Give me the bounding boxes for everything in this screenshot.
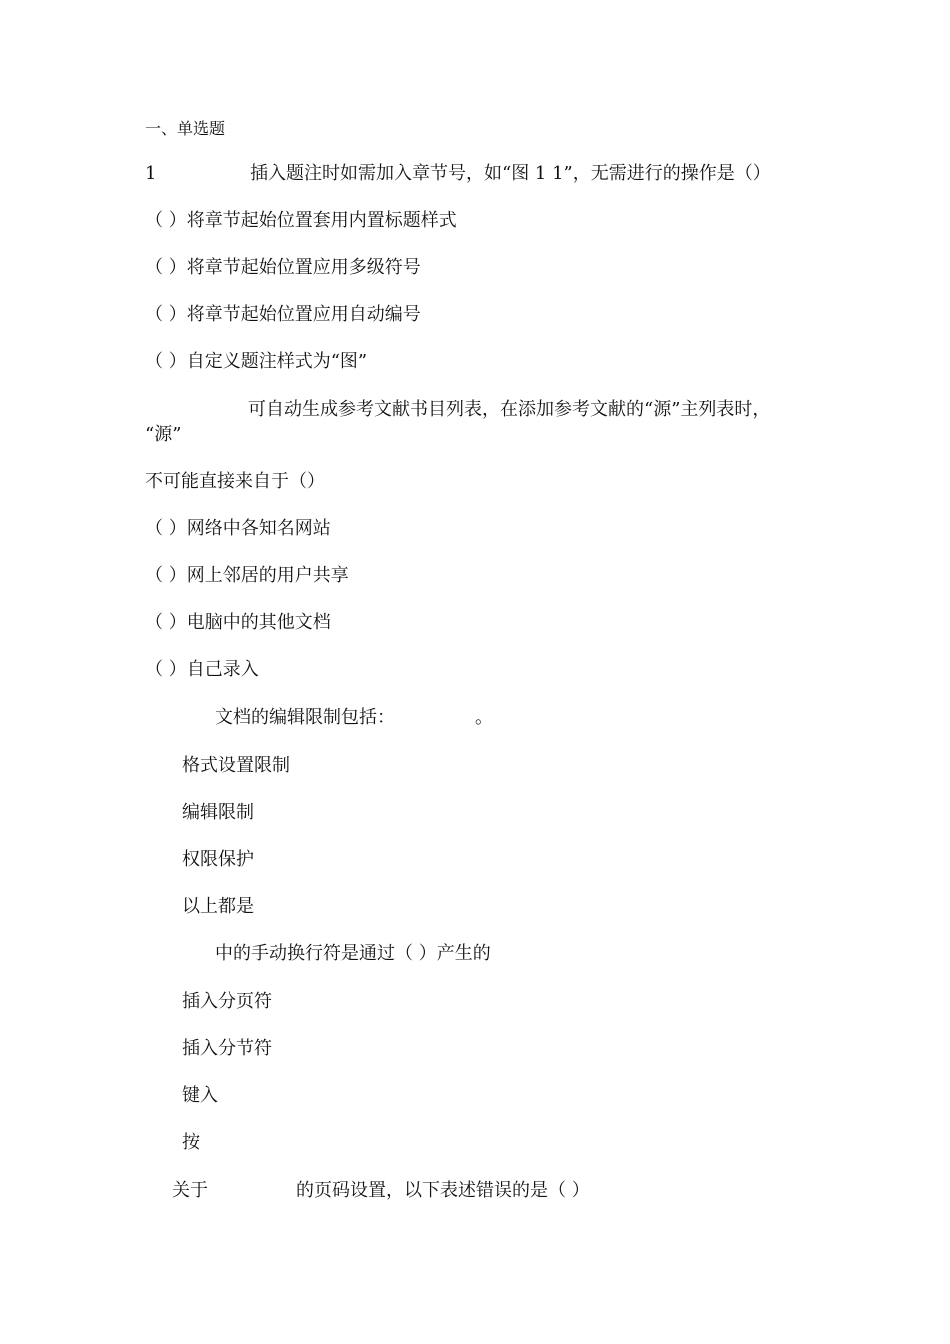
option-item: （ ）将章节起始位置应用自动编号 (145, 304, 421, 325)
option-item: 权限保护 (182, 849, 254, 870)
question-text: 的页码设置，以下表述错误的是（ ） (296, 1180, 590, 1201)
option-item: 格式设置限制 (182, 755, 290, 776)
option-item: 插入分节符 (182, 1038, 272, 1059)
question-number: 1 (145, 163, 157, 184)
question-text: 文档的编辑限制包括： (215, 707, 395, 728)
option-item: （ ）自定义题注样式为“图” (145, 351, 368, 372)
option-item: 以上都是 (182, 896, 254, 917)
option-item: （ ）网络中各知名网站 (145, 518, 331, 539)
section-title: 一、单选题 (145, 119, 226, 138)
question-text: 关于 (172, 1180, 208, 1201)
option-item: 按 (182, 1132, 200, 1153)
option-item: 插入分页符 (182, 991, 272, 1012)
question-text: 中的手动换行符是通过（ ）产生的 (215, 943, 491, 964)
option-item: （ ）网上邻居的用户共享 (145, 565, 349, 586)
option-item: （ ）自己录入 (145, 659, 259, 680)
question-text: 可自动生成参考文献书目列表，在添加参考文献的“源”主列表时， (248, 399, 771, 420)
question-text: 不可能直接来自于（） (145, 471, 325, 492)
question-text: “源” (145, 424, 182, 445)
option-item: （ ）电脑中的其他文档 (145, 612, 331, 633)
option-item: 编辑限制 (182, 802, 254, 823)
option-item: 键入 (182, 1085, 218, 1106)
option-item: （ ）将章节起始位置应用多级符号 (145, 257, 421, 278)
option-item: （ ）将章节起始位置套用内置标题样式 (145, 210, 457, 231)
question-text-end: 。 (475, 707, 493, 728)
question-text: 插入题注时如需加入章节号，如“图 1 1”，无需进行的操作是（） (250, 163, 771, 184)
